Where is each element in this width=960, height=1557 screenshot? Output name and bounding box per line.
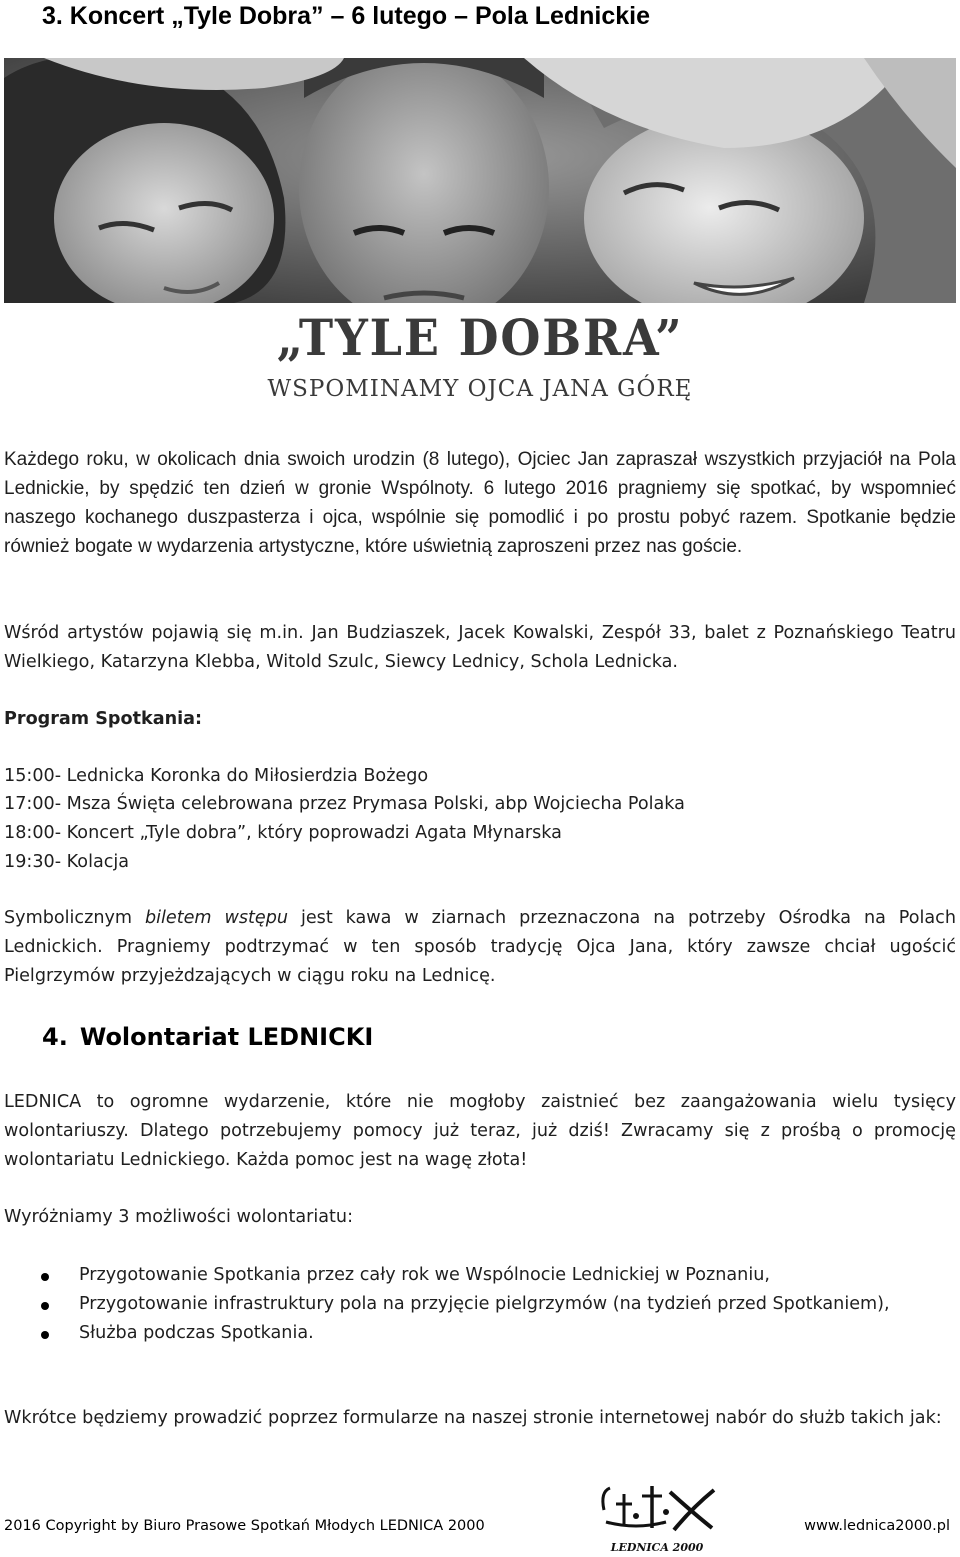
concert-photo bbox=[4, 58, 956, 303]
list-item bbox=[4, 1290, 956, 1319]
intro-paragraph bbox=[4, 446, 956, 562]
bullet-icon bbox=[41, 1273, 49, 1281]
logo-text: LEDNICA 2000 bbox=[610, 1541, 704, 1554]
ticket-paragraph bbox=[4, 904, 956, 991]
banner-subtitle: WSPOMINAMY OJCA JANA GÓRĘ bbox=[267, 376, 693, 402]
ticket-text-before: Symbolicznym bbox=[4, 908, 145, 928]
intro-text-part2: Spotkanie będzie również bogate w wydarzenia artystyczne, które uświetnią zaproszeni przez nas goście. bbox=[4, 507, 956, 557]
bullet-icon bbox=[41, 1331, 49, 1339]
program-item: 17:00- Msza Święta celebrowana przez Prymasa Polski, abp Wojciecha Polaka bbox=[4, 794, 685, 814]
closing-paragraph: Wkrótce będziemy prowadzić poprzez formularze na naszej stronie internetowej nabór do służb takich jak: bbox=[4, 1408, 942, 1428]
section-3-heading: 3. Koncert „Tyle Dobra” – 6 lutego – Pola Lednickie bbox=[42, 2, 651, 30]
list-item-text: Służba podczas Spotkania. bbox=[79, 1323, 314, 1343]
volunteer-intro: Wyróżniamy 3 możliwości wolontariatu: bbox=[4, 1207, 353, 1227]
section-4-title: Wolontariat LEDNICKI bbox=[79, 1023, 374, 1051]
program-item: 19:30- Kolacja bbox=[4, 852, 130, 872]
bullet-icon bbox=[41, 1302, 49, 1310]
photo-illustration bbox=[4, 58, 956, 303]
program-item: 18:00- Koncert „Tyle dobra”, który poprowadzi Agata Młynarska bbox=[4, 823, 562, 843]
program-heading: Program Spotkania: bbox=[4, 709, 203, 729]
list-item-text: Przygotowanie infrastruktury pola na przyjęcie pielgrzymów (na tydzień przed Spotkaniem), bbox=[79, 1294, 890, 1314]
ticket-text-italic: biletem wstępu bbox=[144, 908, 289, 928]
ticket-text-after: jest kawa w ziarnach przeznaczona na potrzeby Ośrodka na Polach Lednickich. Pragniemy podtrzymać w ten sposób tradycję Ojca Jana, który zawsze chciał ugościć Pielgrzymów przyjeżdzających w ciągu roku na Lednicę. bbox=[4, 908, 957, 986]
section-4-number: 4. bbox=[42, 1023, 68, 1051]
list-item bbox=[4, 1261, 956, 1290]
list-item-text: Przygotowanie Spotkania przez cały rok we Wspólnocie Lednickiej w Poznaniu, bbox=[79, 1265, 770, 1285]
volunteer-paragraph: LEDNICA to ogromne wydarzenie, które nie mogłoby zaistnieć bez zaangażowania wielu tysięcy wolontariuszy. Dlatego potrzebujemy pomocy już teraz, już dziś! Zwracamy się z prośbą o promocję wolontariatu Lednickiego. Każda pomoc jest na wagę złota! bbox=[4, 1092, 956, 1170]
footer-url[interactable]: www.lednica2000.pl bbox=[804, 1518, 950, 1534]
footer-copyright: 2016 Copyright by Biuro Prasowe Spotkań Młodych LEDNICA 2000 bbox=[4, 1518, 485, 1534]
list-item bbox=[4, 1319, 956, 1348]
lednica-logo bbox=[596, 1482, 718, 1554]
volunteer-list bbox=[4, 1261, 956, 1348]
section-4-heading bbox=[42, 1023, 373, 1051]
intro-text-part1: Każdego roku, w okolicach dnia swoich urodzin (8 lutego), Ojciec Jan zapraszał wszystkich przyjaciół na Pola Lednickie, by spędzić ten dzień w gronie Wspólnoty. 6 lutego 2016 pragniemy się spotkać, by wspomnieć naszego kochanego duszpasterza i ojca, wspólnie się pomodlić i po prostu pobyć razem. bbox=[4, 449, 956, 528]
artists-paragraph: Wśród artystów pojawią się m.in. Jan Budziaszek, Jacek Kowalski, Zespół 33, balet z Poznańskiego Teatru Wielkiego, Katarzyna Klebba, Witold Szulc, Siewcy Lednicy, Schola Lednicka. bbox=[4, 623, 956, 672]
program-item: 15:00- Lednicka Koronka do Miłosierdzia Bożego bbox=[4, 766, 429, 786]
banner-title: „TYLE DOBRA” bbox=[276, 308, 684, 367]
logo-icon bbox=[596, 1482, 718, 1540]
